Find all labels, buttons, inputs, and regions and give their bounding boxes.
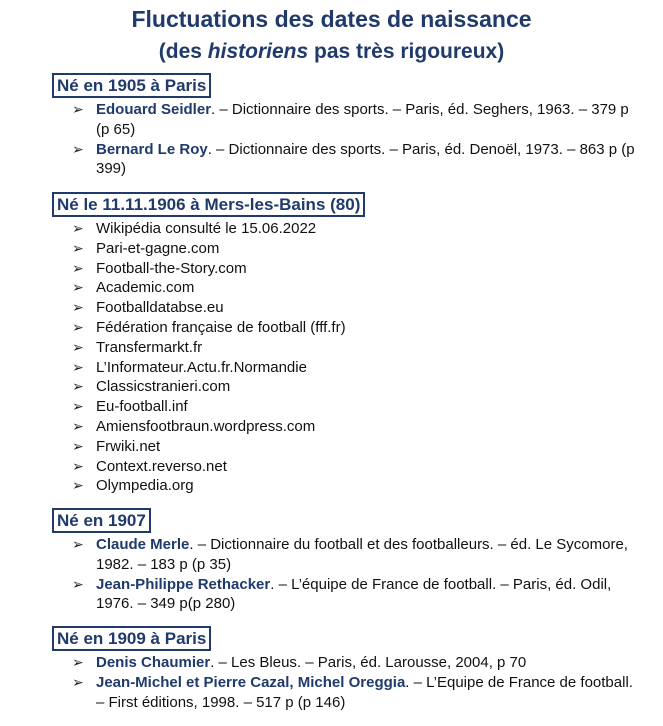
reference-text: . – Les Bleus. – Paris, éd. Larousse, 2004, p 70 [210,654,527,671]
source-text: Context.reverso.net [96,457,227,475]
reference-list [52,535,643,614]
arrow-bullet-icon: ➢ [72,437,84,454]
subtitle-emphasis: historiens [207,40,309,63]
arrow-bullet-icon: ➢ [72,673,84,690]
author-name: Edouard Seidler [96,101,212,118]
arrow-bullet-icon: ➢ [72,654,84,670]
list-item [52,377,643,397]
reference-text: . – L’Equipe de France de football. – First éditions, 1998. – 517 p (p 146) [96,673,633,711]
reference-list [52,100,643,179]
arrow-bullet-icon: ➢ [72,140,84,157]
list-item [52,140,643,180]
list-item [52,575,643,615]
section-heading: Né en 1907 [52,508,151,533]
source-text: L’Informateur.Actu.fr.Normandie [96,358,307,376]
arrow-bullet-icon: ➢ [72,299,84,316]
list-item [52,338,643,358]
source-text: Frwiki.net [96,437,161,455]
arrow-bullet-icon: ➢ [72,358,84,375]
document-title: Fluctuations des dates de naissance [131,6,532,32]
section-1906 [52,192,643,496]
section-1907 [52,508,643,614]
list-item [52,239,643,259]
author-name: Jean-Philippe Rethacker [96,575,271,593]
list-item [52,476,643,496]
arrow-bullet-icon: ➢ [72,338,84,355]
arrow-bullet-icon: ➢ [72,220,84,236]
source-text: Footballdatabse.eu [96,299,224,317]
list-item [52,278,643,298]
section-1909 [52,626,643,712]
reference-text: . – Dictionnaire des sports. – Paris, éd. Seghers, 1963. – 379 p (p 65) [96,101,629,138]
arrow-bullet-icon: ➢ [72,398,84,415]
list-item [52,417,643,437]
arrow-bullet-icon: ➢ [72,318,84,335]
reference-list [52,653,643,712]
arrow-bullet-icon: ➢ [72,378,84,395]
arrow-bullet-icon: ➢ [72,101,84,117]
source-text: Olympedia.org [96,477,194,495]
list-item [52,318,643,338]
source-text: Wikipédia consulté le 15.06.2022 [96,220,317,237]
arrow-bullet-icon: ➢ [72,417,84,434]
reference-text: . – Dictionnaire des sports. – Paris, éd. Denoël, 1973. – 863 p (p 399) [96,140,635,178]
section-heading: Né le 11.11.1906 à Mers-les-Bains (80) [52,192,365,217]
source-text: Pari-et-gagne.com [96,239,220,257]
arrow-bullet-icon: ➢ [72,239,84,256]
subtitle-part: pas très rigoureux) [308,40,505,63]
list-item [52,653,643,673]
arrow-bullet-icon: ➢ [72,259,84,276]
list-item [52,358,643,378]
source-text: Amiensfootbraun.wordpress.com [96,417,316,435]
arrow-bullet-icon: ➢ [72,536,84,552]
list-item [52,673,643,713]
list-item [52,397,643,417]
source-text: Eu-football.inf [96,398,188,416]
author-name: Bernard Le Roy [96,140,208,158]
list-item [52,457,643,477]
source-list [52,219,643,496]
document-subtitle [0,38,663,66]
reference-text: . – L’équipe de France de football. – Paris, éd. Odil, 1976. – 349 p(p 280) [96,575,612,613]
subtitle-part: (des [158,40,208,63]
source-text: Fédération française de football (fff.fr) [96,318,346,336]
source-text: Transfermarkt.fr [96,338,203,356]
author-name: Jean-Michel et Pierre Cazal, Michel Oreggia [96,673,406,691]
section-heading: Né en 1909 à Paris [52,626,211,651]
list-item [52,219,643,239]
author-name: Denis Chaumier [96,654,211,671]
source-text: Classicstranieri.com [96,378,231,396]
author-name: Claude Merle [96,536,190,553]
list-item [52,100,643,140]
arrow-bullet-icon: ➢ [72,279,84,296]
list-item [52,437,643,457]
list-item [52,259,643,279]
list-item [52,298,643,318]
arrow-bullet-icon: ➢ [72,457,84,474]
section-heading: Né en 1905 à Paris [52,73,211,98]
source-text: Football-the-Story.com [96,259,247,277]
reference-text: . – Dictionnaire du football et des footballeurs. – éd. Le Sycomore, 1982. – 183 p (p 35) [96,536,628,573]
arrow-bullet-icon: ➢ [72,575,84,592]
arrow-bullet-icon: ➢ [72,477,84,494]
section-1905 [52,73,643,179]
source-text: Academic.com [96,279,195,297]
list-item [52,535,643,575]
